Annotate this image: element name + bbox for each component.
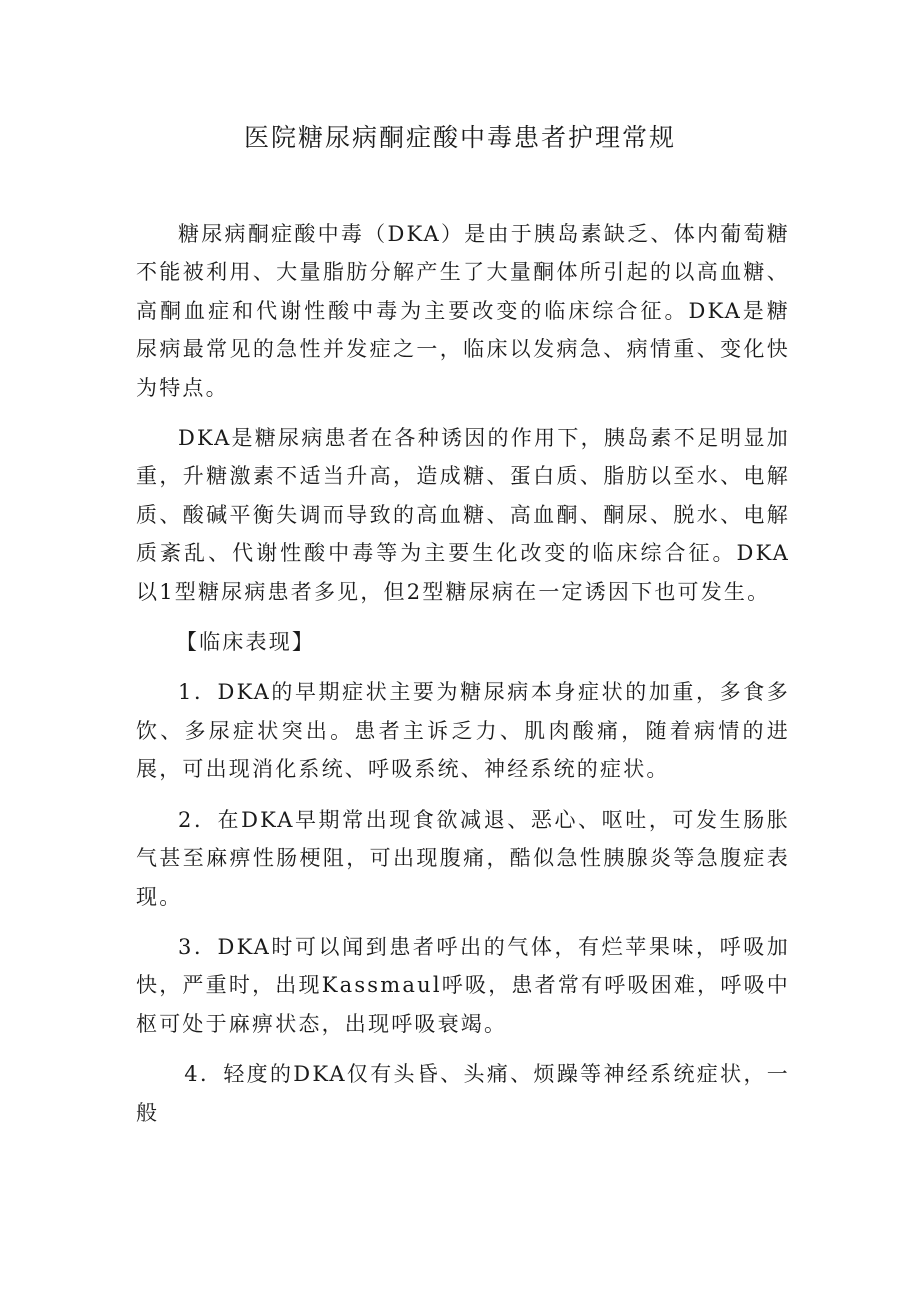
document-title: 医院糖尿病酮症酸中毒患者护理常规 bbox=[243, 123, 676, 152]
clinical-item-3: 3．DKA时可以闻到患者呼出的气体，有烂苹果味，呼吸加快，严重时，出现Kassmaul呼吸，患者常有呼吸困难，呼吸中枢可处于麻痹状态，出现呼吸衰竭。 bbox=[136, 934, 790, 1036]
intro-paragraph: 糖尿病酮症酸中毒（DKA）是由于胰岛素缺乏、体内葡萄糖不能被利用、大量脂肪分解产生了大量酮体所引起的以高血糖、高酮血症和代谢性酸中毒为主要改变的临床综合征。DKA是糖尿病最常见的急性并发症之一，临床以发病急、病情重、变化快为特点。 bbox=[136, 222, 790, 400]
clinical-item-2: 2．在DKA早期常出现食欲减退、恶心、呕吐，可发生肠胀气甚至麻痹性肠梗阻，可出现腹痛，酷似急性胰腺炎等急腹症表现。 bbox=[136, 807, 790, 909]
document-body bbox=[136, 215, 790, 1132]
clinical-item-4: 4．轻度的DKA仅有头昏、头痛、烦躁等神经系统症状，一般 bbox=[136, 1062, 790, 1125]
definition-paragraph: DKA是糖尿病患者在各种诱因的作用下，胰岛素不足明显加重，升糖激素不适当升高，造成糖、蛋白质、脂肪以至水、电解质、酸碱平衡失调而导致的高血糖、高血酮、酮尿、脱水、电解质紊乱、代谢性酸中毒等为主要生化改变的临床综合征。DKA以1型糖尿病患者多见，但2型糖尿病在一定诱因下也可发生。 bbox=[136, 426, 790, 604]
clinical-item-1: 1．DKA的早期症状主要为糖尿病本身症状的加重，多食多饮、多尿症状突出。患者主诉乏力、肌肉酸痛，随着病情的进展，可出现消化系统、呼吸系统、神经系统的症状。 bbox=[136, 680, 790, 782]
section-heading-clinical: 【临床表现】 bbox=[175, 630, 316, 655]
